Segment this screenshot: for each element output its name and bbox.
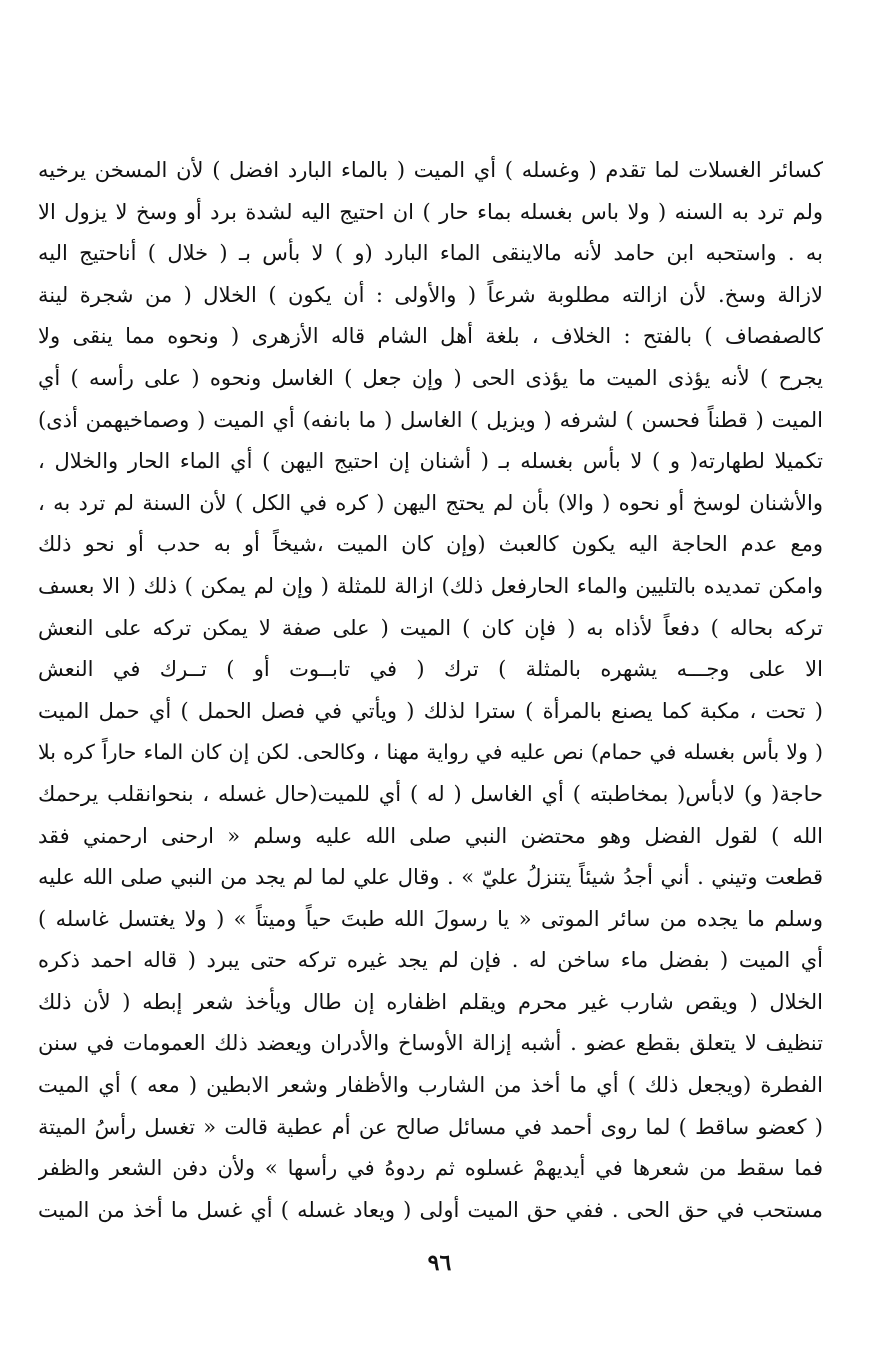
text-line: ( تحت ، مكبة كما يصنع بالمرأة ) سترا لذلك ( ويأتي في فصل الحمل ) أي حمل الميت <box>38 698 823 723</box>
text-line: الفطرة (ويجعل ذلك ) أي ما أخذ من الشارب والأظفار وشعر الابطين ( معه ) أي الميت <box>38 1073 823 1098</box>
text-line: كالصفصاف ) بالفتح : الخلاف ، بلغة أهل الشام قاله الأزهرى ( ونحوه مما ينقى ولا <box>38 324 823 349</box>
text-line: تنظيف لا يتعلق بقطع عضو . أشبه إزالة الأوساخ والأدران ويعضد ذلك العمومات في سنن <box>38 1031 823 1056</box>
text-line: مستحب في حق الحى . ففي حق الميت أولى ( ويعاد غسله ) أي غسل ما أخذ من الميت <box>38 1197 823 1222</box>
text-line: فما سقط من شعرها في أيديهمْ غسلوه ثم ردوهُ في رأسها » ولأن دفن الشعر والظفر <box>38 1156 823 1181</box>
text-line: الله ) لقول الفضل وهو محتضن النبي صلى الله عليه وسلم « ارحنى ارحمني فقد <box>38 823 823 848</box>
text-line: لازالة وسخ. لأن ازالته مطلوبة شرعاً ( والأولى : أن يكون ) الخلال ( من شجرة لينة <box>38 282 823 307</box>
text-line: يجرح ) لأنه يؤذى الميت ما يؤذى الحى ( وإن جعل ) الغاسل ونحوه ( على رأسه ) أي <box>38 365 823 390</box>
text-line: الخلال ( ويقص شارب غير محرم ويقلم اظفاره إن طال ويأخذ شعر إبطه ( لأن ذلك <box>38 989 823 1014</box>
text-line: الا على وجـــه يشهره بالمثلة ) ترك ( في تابــوت أو ) تــرك في النعش <box>38 657 823 682</box>
text-line: وسلم ما يجده من سائر الموتى « يا رسولَ الله طبتَ حياً وميتاً » ( ولا يغتسل غاسله ) <box>38 906 823 931</box>
text-line: أي الميت ( بفضل ماء ساخن له . فإن لم يجد غيره تركه حتى يبرد ( قاله احمد ذكره <box>38 948 823 973</box>
text-line: قطعت وتيني . أني أجدُ شيئاً يتنزلُ عليّ » . وقال علي لما لم يجد من النبي صلى الله عليه <box>38 865 823 890</box>
text-line: ( كعضو ساقط ) لما روى أحمد في مسائل صالح عن أم عطية قالت « تغسل رأسُ الميتة <box>38 1114 823 1139</box>
text-line: حاجة( و) لابأس( بمخاطبته ) أي الغاسل ( له ) أي للميت(حال غسله ، بنحوانقلب يرحمك <box>38 781 823 806</box>
text-line: تركه بحاله ) دفعاً لأذاه به ( فإن كان ) الميت ( على صفة لا يمكن تركه على النعش <box>38 615 823 640</box>
text-line: تكميلا لطهارته( و ) لا بأس بغسله بـ ( أشنان إن احتيج اليهن ) أي الماء الحار والخلال ، <box>38 449 823 474</box>
page-number: ٩٦ <box>427 1250 452 1276</box>
text-line: ولم ترد به السنه ( ولا باس بغسله بماء حار ) ان احتيج اليه لشدة برد أو وسخ لا يزول الا <box>38 199 823 224</box>
text-line: والأشنان لوسخ أو نحوه ( والا) بأن لم يحتج اليهن ( كره في الكل ) لأن السنة لم ترد به ، <box>38 490 823 515</box>
body-text <box>38 150 823 1231</box>
text-line: ( ولا بأس بغسله في حمام) نص عليه في رواية مهنا ، وكالحى. لكن إن كان الماء حاراً كره بلا <box>38 740 823 765</box>
text-line: ومع عدم الحاجة اليه يكون كالعبث (وإن كان الميت ،شيخاً أو به حدب أو نحو ذلك <box>38 532 823 557</box>
text-line: به . واستحبه ابن حامد لأنه مالاينقى الماء البارد (و ) لا بأس بـ ( خلال ) أناحتيج اليه <box>38 241 823 266</box>
text-line: وامكن تمديده بالتليين والماء الحارفعل ذلك) ازالة للمثلة ( وإن لم يمكن ) ذلك ( الا بعسف <box>38 573 823 598</box>
text-line: الميت ( قطناً فحسن ) لشرفه ( ويزيل ) الغاسل ( ما بانفه) أي الميت ( وصماخيهمن أذى) <box>38 407 823 432</box>
text-line: كسائر الغسلات لما تقدم ( وغسله ) أي الميت ( بالماء البارد افضل ) لأن المسخن يرخيه <box>38 158 823 182</box>
